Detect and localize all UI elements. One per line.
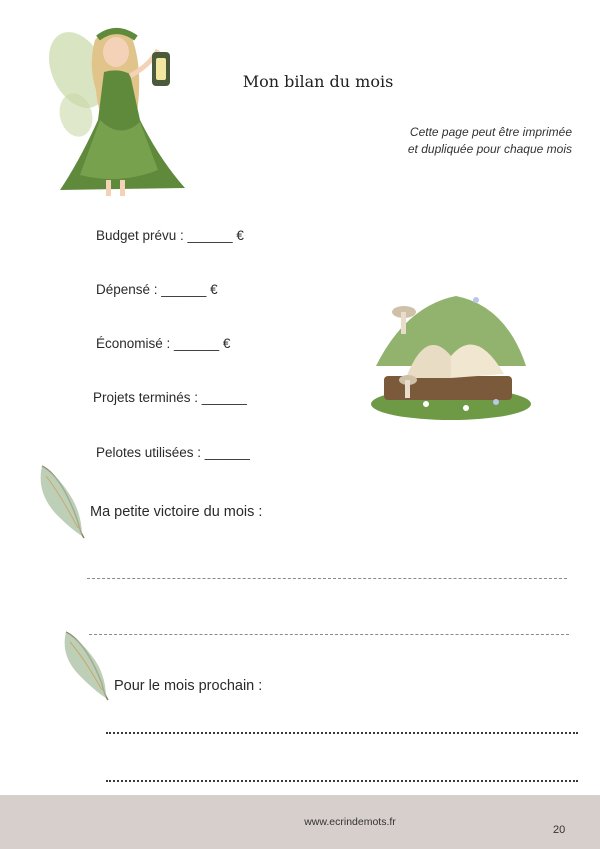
page-title: Mon bilan du mois xyxy=(242,72,394,91)
print-note-line-2: et dupliquée pour chaque mois xyxy=(407,142,572,156)
feather-icon xyxy=(58,628,114,704)
fairy-illustration xyxy=(40,10,190,200)
economise-field: Économisé : ______ € xyxy=(96,336,231,351)
footer-url: www.ecrindemots.fr xyxy=(304,816,396,828)
projets-field: Projets terminés : ______ xyxy=(93,390,247,405)
print-note xyxy=(332,124,572,158)
feather-icon xyxy=(34,462,90,542)
book-garden-illustration xyxy=(366,286,536,426)
budget-field: Budget prévu : ______ € xyxy=(96,228,244,243)
prochain-line-1 xyxy=(106,732,578,734)
prochain-heading: Pour le mois prochain : xyxy=(114,678,263,694)
print-note-line-1: Cette page peut être imprimée xyxy=(409,125,572,139)
victoire-heading: Ma petite victoire du mois : xyxy=(90,504,263,520)
victoire-line-2 xyxy=(89,634,569,635)
prochain-line-2 xyxy=(106,780,578,782)
depense-field: Dépensé : ______ € xyxy=(96,282,218,297)
pelotes-field: Pelotes utilisées : ______ xyxy=(96,445,250,460)
victoire-line-1 xyxy=(87,578,567,579)
page-number: 20 xyxy=(553,824,566,836)
